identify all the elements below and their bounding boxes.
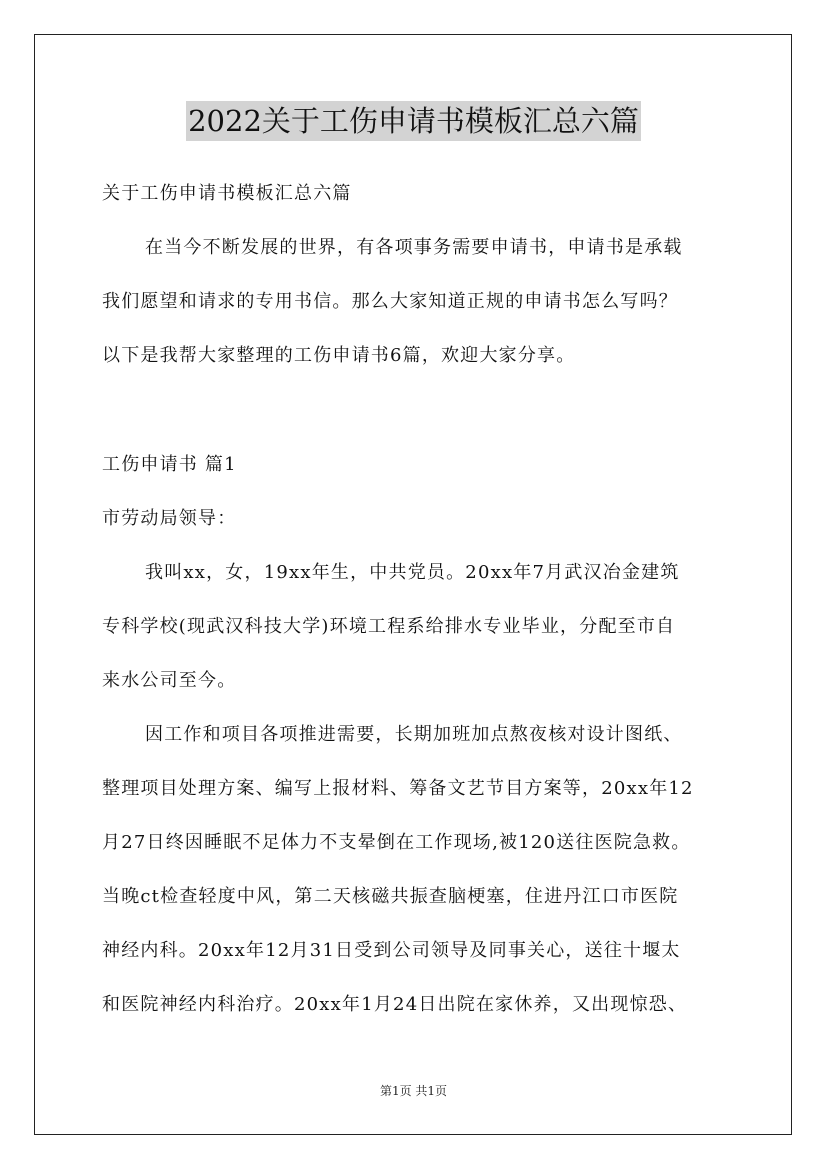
body-line: 我叫xx，女，19xx年生，中共党员。20xx年7月武汉冶金建筑 <box>145 562 680 583</box>
body-line: 神经内科。20xx年12月31日受到公司领导及同事关心，送往十堰太 <box>102 940 681 961</box>
salutation: 市劳动局领导： <box>102 508 237 529</box>
title-container <box>0 101 827 141</box>
intro-line: 我们愿望和请求的专用书信。那么大家知道正规的申请书怎么写吗？ <box>102 291 678 312</box>
document-subtitle: 关于工伤申请书模板汇总六篇 <box>102 183 352 204</box>
body-line: 整理项目处理方案、编写上报材料、筹备文艺节目方案等，20xx年12 <box>102 778 694 799</box>
body-line: 月27日终因睡眠不足体力不支晕倒在工作现场,被120送往医院急救。 <box>102 832 691 853</box>
body-line: 当晚ct检查轻度中风，第二天核磁共振查脑梗塞，住进丹江口市医院 <box>102 886 679 907</box>
body-line: 来水公司至今。 <box>102 670 237 691</box>
body-line: 因工作和项目各项推进需要，长期加班加点熬夜核对设计图纸、 <box>145 724 683 745</box>
page-footer: 第1页 共1页 <box>379 1084 448 1098</box>
document-title: 2022关于工伤申请书模板汇总六篇 <box>186 101 641 141</box>
section-heading: 工伤申请书 篇1 <box>102 454 237 475</box>
body-line: 专科学校(现武汉科技大学)环境工程系给排水专业毕业，分配至市自 <box>102 616 676 637</box>
intro-line: 在当今不断发展的世界，有各项事务需要申请书，申请书是承载 <box>145 237 683 258</box>
body-line: 和医院神经内科治疗。20xx年1月24日出院在家休养，又出现惊恐、 <box>102 994 688 1015</box>
intro-line: 以下是我帮大家整理的工伤申请书6篇，欢迎大家分享。 <box>102 345 576 366</box>
